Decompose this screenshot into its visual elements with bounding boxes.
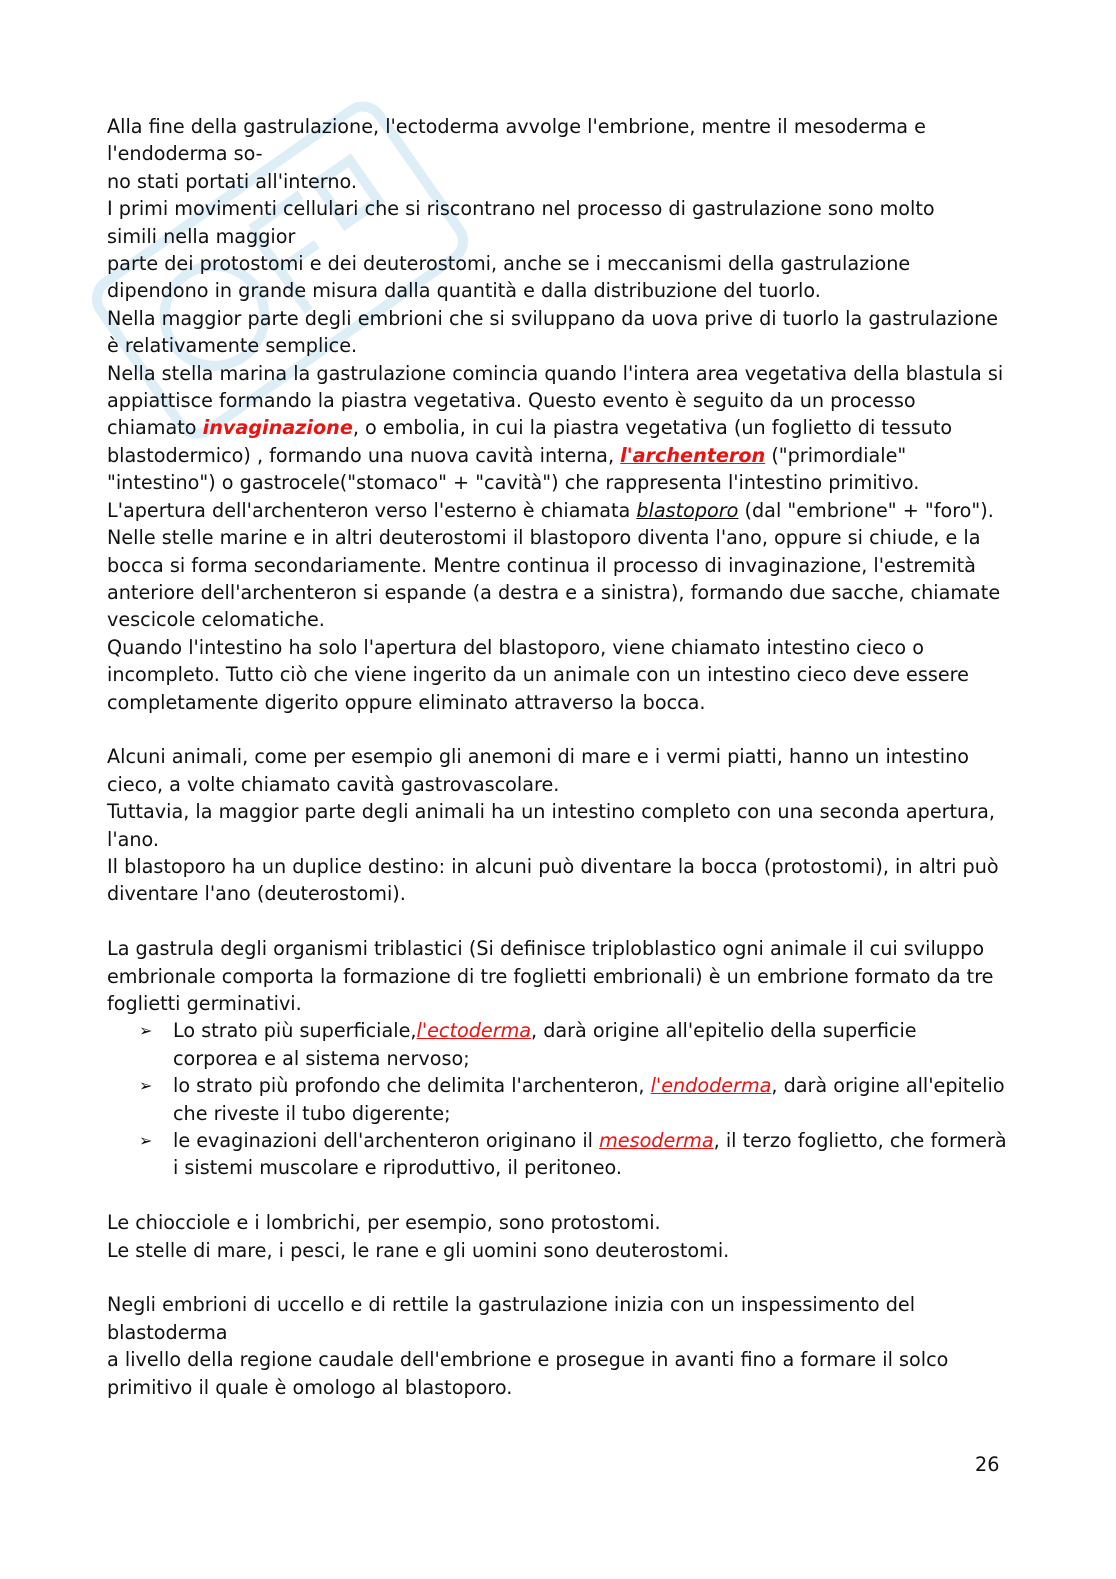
paragraph: La gastrula degli organismi triblastici (Si definisce triploblastico ogni animale il cui sviluppo embrionale comporta la formazione di tre foglietti embrionali) è un embrione formato da tre foglietti germinativi. xyxy=(107,937,994,1015)
document-body xyxy=(107,113,1007,1401)
text-run: Nella stella marina la gastrulazione comincia quando l'intera area vegetativa della blastula si appiattisce formando la piastra vegetativa. Questo evento è seguito da un processo chiamato xyxy=(107,361,1004,440)
paragraph: Le chiocciole e i lombrichi, per esempio, sono protostomi. xyxy=(107,1211,661,1235)
paragraph: a livello della regione caudale dell'embrione e prosegue in avanti fino a formare il solco primitivo il quale è omologo al blastoporo. xyxy=(107,1348,949,1399)
paragraph: Le stelle di mare, i pesci, le rane e gli uomini sono deuterostomi. xyxy=(107,1238,730,1262)
list-item-mesoderma xyxy=(107,1127,1007,1182)
text-run: , darà origine all'epitelio che riveste il tubo digerente; xyxy=(173,1074,1005,1125)
text-run: lo strato più profondo che delimita l'archenteron, xyxy=(173,1074,651,1098)
list-item-ectoderma xyxy=(107,1017,1007,1072)
paragraph-line: l'endoderma so- xyxy=(107,142,263,166)
paragraph: Nelle stelle marine e in altri deuterostomi il blastoporo diventa l'ano, oppure si chiude, e la bocca si forma secondariamente. Mentre continua il processo di invaginazione, l'estremità anteriore dell'archenteron si espande (a destra e a sinistra), formando due sacche, chiamate vescicole celomatiche. xyxy=(107,526,1001,632)
page-number: 26 xyxy=(975,1453,1000,1476)
arrow-bullet-icon: ➢ xyxy=(139,1131,153,1150)
paragraph-line: Negli embrioni di uccello e di rettile la gastrulazione inizia con un inspessimento del xyxy=(107,1293,916,1317)
text-run: le evaginazioni dell'archenteron originano il xyxy=(173,1129,600,1152)
spacer xyxy=(107,716,1007,743)
paragraph-line: blastoderma xyxy=(107,1320,228,1344)
term-invaginazione: invaginazione xyxy=(202,416,353,440)
paragraph: Tuttavia, la maggior parte degli animali ha un intestino completo con una seconda apertura, l'ano. xyxy=(107,800,995,851)
term-endoderma: l'endoderma xyxy=(650,1074,772,1098)
term-ectoderma: l'ectoderma xyxy=(416,1019,532,1043)
paragraph-line: Alla fine della gastrulazione, l'ectoderma avvolge l'embrione, mentre il mesoderma e xyxy=(107,115,926,138)
text-run: , il terzo foglietto, che formerà i sistemi muscolare e riproduttivo, il peritoneo. xyxy=(173,1129,1007,1180)
arrow-bullet-icon: ➢ xyxy=(139,1076,153,1096)
term-blastoporo: blastoporo xyxy=(636,498,739,522)
paragraph-line: I primi movimenti cellulari che si riscontrano nel processo di gastrulazione sono molto xyxy=(107,197,935,221)
arrow-bullet-icon: ➢ xyxy=(139,1021,153,1041)
paragraph-line: no stati portati all'interno. xyxy=(107,169,357,193)
text-run: , o embolia, in cui la piastra vegetativa (un foglietto di tessuto blastodermico) , formando una nuova cavità interna, xyxy=(107,416,953,467)
text-run: , darà origine all'epitelio della superficie corporea e al sistema nervoso; xyxy=(173,1019,917,1070)
paragraph-line: parte dei protostomi e dei deuterostomi, anche se i meccanismi della gastrulazione xyxy=(107,252,911,276)
text-run: (dal "embrione" + "foro"). xyxy=(738,498,994,522)
spacer xyxy=(107,908,1007,935)
text-run: ("primordiale" "intestino") o gastrocele("stomaco" + "cavità") che rappresenta l'intestino primitivo. L'apertura dell'archenteron verso l'esterno è chiamata xyxy=(107,443,920,522)
paragraph-line: dipendono in grande misura dalla quantità e dalla distribuzione del tuorlo. xyxy=(107,279,821,303)
spacer xyxy=(107,1264,1007,1291)
paragraph: Nella maggior parte degli embrioni che si sviluppano da uova prive di tuorlo la gastrulazione è relativamente semplice. xyxy=(107,306,999,358)
germ-layer-list xyxy=(107,1017,1007,1181)
list-item-endoderma xyxy=(107,1072,1007,1127)
paragraph-line: simili nella maggior xyxy=(107,224,296,248)
term-mesoderma: mesoderma xyxy=(599,1129,714,1152)
term-archenteron: l'archenteron xyxy=(620,443,766,467)
paragraph: Il blastoporo ha un duplice destino: in alcuni può diventare la bocca (protostomi), in altri può diventare l'ano (deuterostomi). xyxy=(107,854,999,906)
paragraph: Quando l'intestino ha solo l'apertura del blastoporo, viene chiamato intestino cieco o incompleto. Tutto ciò che viene ingerito da un animale con un intestino cieco deve essere completamente digerito oppure eliminato attraverso la bocca. xyxy=(107,635,969,714)
paragraph-invaginazione xyxy=(107,360,1007,524)
text-run: Lo strato più superficiale, xyxy=(173,1019,417,1043)
spacer xyxy=(107,1182,1007,1209)
paragraph: Alcuni animali, come per esempio gli anemoni di mare e i vermi piatti, hanno un intestino cieco, a volte chiamato cavità gastrovascolare. xyxy=(107,745,970,796)
